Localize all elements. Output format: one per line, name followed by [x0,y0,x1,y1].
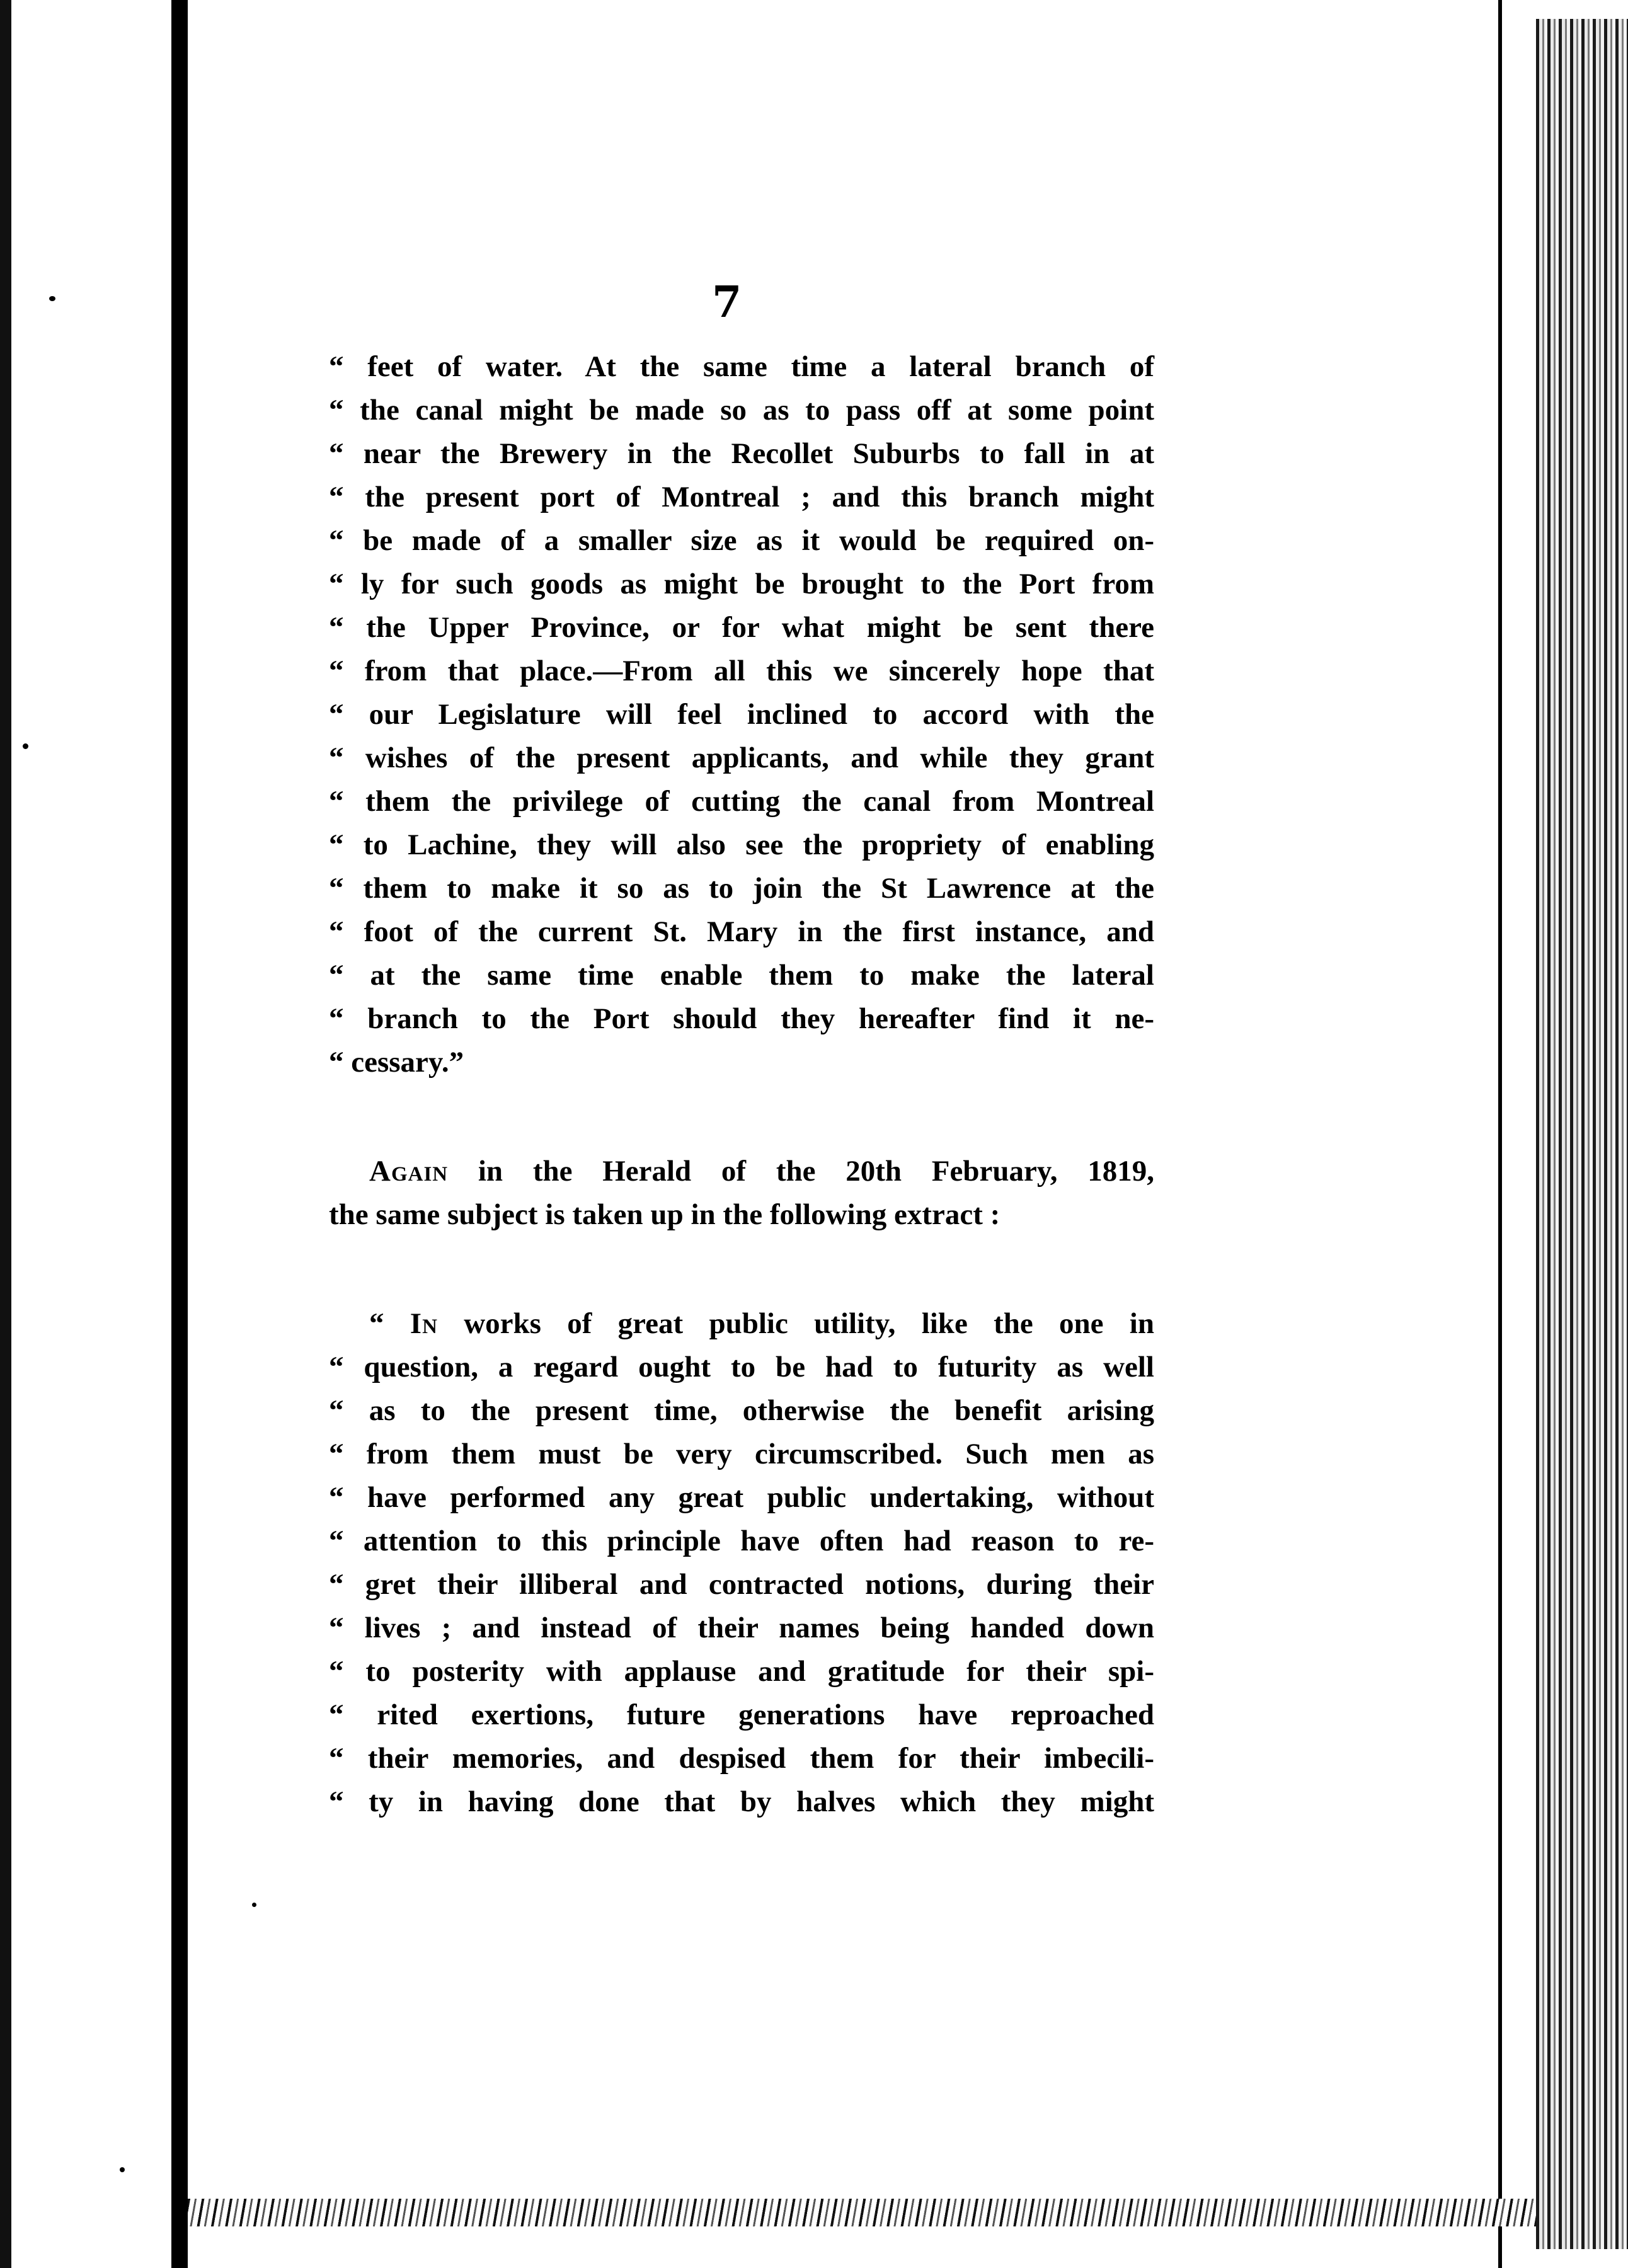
quoted-passage-2 [329,1302,1154,1824]
text-line: “ lives ; and instead of their names being handed down [329,1612,1154,1644]
page-number: 7 [712,277,742,328]
text-line: “ feet of water. At the same time a lateral branch of [329,350,1154,383]
text-line: the same subject is taken up in the following extract : [329,1198,1000,1231]
text-line: “ as to the present time, otherwise the benefit arising [329,1394,1154,1427]
binding-gutter [171,0,188,2268]
text-line: “ to posterity with applause and gratitude for their spi- [329,1655,1154,1688]
paragraph-gap [329,1084,1154,1150]
text-line: “ wishes of the present applicants, and while they grant [329,742,1154,774]
text-line: “ to Lachine, they will also see the propriety of enabling [329,828,1154,861]
open-quote: “ [369,1307,410,1340]
text-line: “ ty in having done that by halves which they might [329,1785,1154,1818]
lead-word: In [410,1307,438,1340]
text-line: “ at the same time enable them to make the lateral [329,959,1154,992]
scan-left-margin [0,0,11,2268]
text-line: “ ly for such goods as might be brought to the Port from [329,568,1154,600]
paragraph-gap [329,1237,1154,1302]
text-line: “ the present port of Montreal ; and this branch might [329,481,1154,513]
text-line: “ them to make it so as to join the St Lawrence at the [329,872,1154,905]
text-line [329,1302,1154,1346]
body-text [329,345,1154,1824]
text-line: “ their memories, and despised them for their imbecili- [329,1742,1154,1775]
ink-speck [252,1903,256,1907]
text-line: “ attention to this principle have often had reason to re- [329,1525,1154,1557]
lead-word: Again [369,1155,449,1188]
text-line: “ the Upper Province, or for what might be sent there [329,611,1154,644]
quoted-passage-1 [329,345,1154,1084]
text-line: “ from them must be very circumscribed. Such men as [329,1438,1154,1470]
line-rest: in the Herald of the 20th February, 1819, [448,1155,1154,1188]
text-line: “ from that place.—From all this we sincerely hope that [329,655,1154,687]
text-line: “ be made of a smaller size as it would be required on- [329,524,1154,557]
text-line: “ near the Brewery in the Recollet Suburbs to fall in at [329,437,1154,470]
text-line [329,1150,1154,1193]
ink-speck [120,2167,125,2172]
ink-speck [23,743,28,749]
stacked-page-edges [1536,19,1628,2249]
text-line: “ our Legislature will feel inclined to accord with the [329,698,1154,731]
text-line: “ gret their illiberal and contracted notions, during their [329,1568,1154,1601]
text-line: “ question, a regard ought to be had to futurity as well [329,1351,1154,1383]
line-rest: works of great public utility, like the one in [437,1307,1155,1340]
text-line: “ them the privilege of cutting the canal from Montreal [329,785,1154,818]
text-line: “ rited exertions, future generations have reproached [329,1698,1154,1731]
text-line: “ branch to the Port should they hereafter find it ne- [329,1002,1154,1035]
ink-speck [49,296,55,301]
intro-paragraph [329,1150,1154,1237]
text-line: “ the canal might be made so as to pass off at some point [329,394,1154,427]
text-line: “ have performed any great public undertaking, without [329,1481,1154,1514]
page-right-edge [1498,0,1536,2268]
text-line: “ foot of the current St. Mary in the first instance, and [329,915,1154,948]
page-bottom-edge [188,2199,1536,2226]
text-line: “ cessary.” [329,1046,464,1079]
